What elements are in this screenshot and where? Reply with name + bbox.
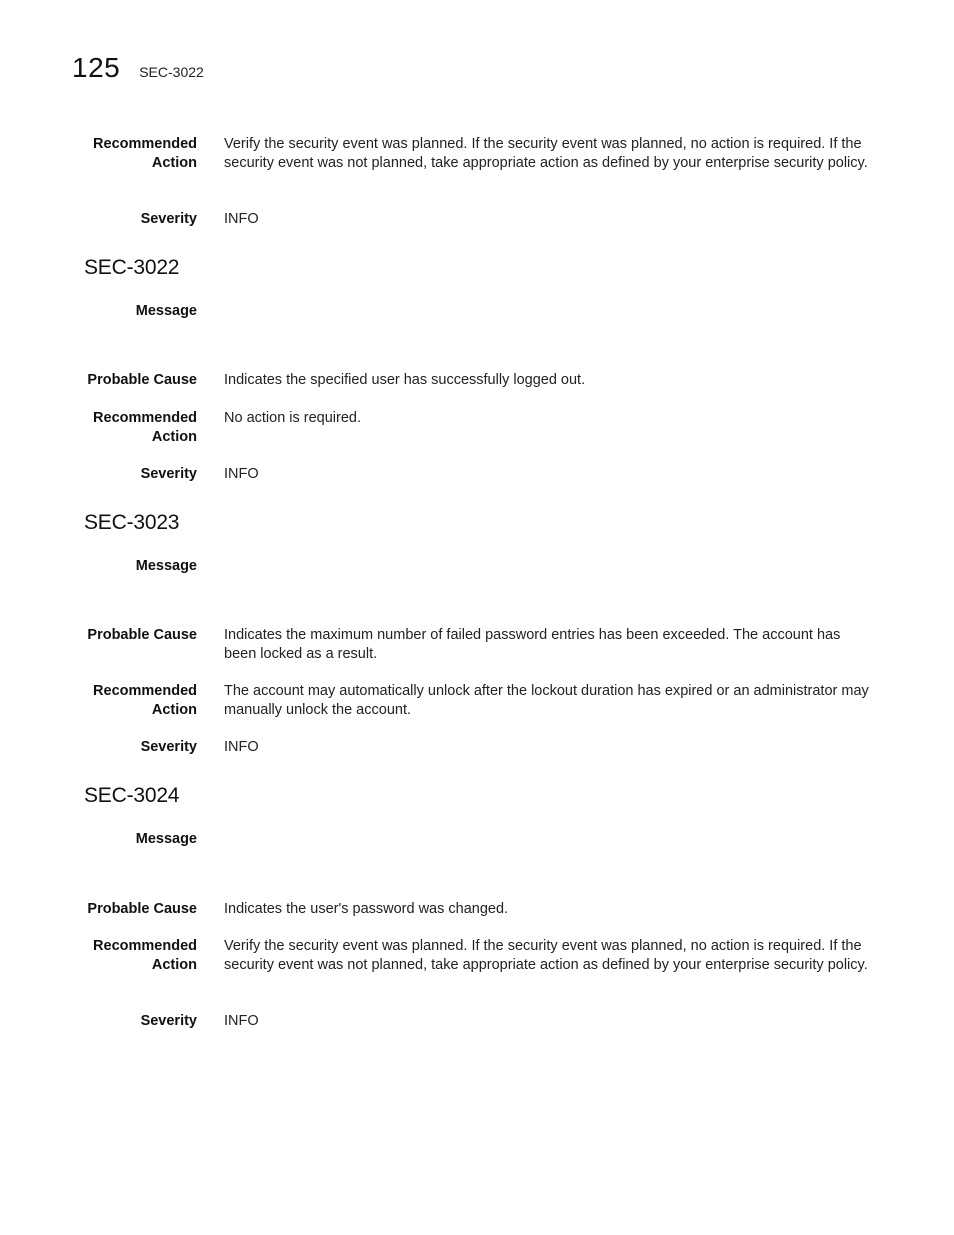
message-label: Message	[135, 558, 197, 574]
severity-label: Severity	[140, 466, 197, 482]
probable-cause-text: Indicates the user's password was changed.	[224, 901, 509, 917]
recommended-action-label: Recommended Action	[93, 410, 197, 445]
probable-cause-text: Indicates the maximum number of failed password entries has been exceeded. The account has been locked as a result.	[224, 627, 841, 662]
page-header	[72, 52, 204, 92]
severity-value: INFO	[224, 1013, 259, 1029]
recommended-action-text: The account may automatically unlock after the lockout duration has expired or an administrator may manually unlock the account.	[224, 683, 869, 718]
recommended-action-label: Recommended Action	[93, 683, 197, 718]
severity-value: INFO	[224, 466, 259, 482]
section-title: SEC-3024	[84, 784, 180, 807]
probable-cause-label: Probable Cause	[87, 627, 197, 643]
severity-value: INFO	[224, 211, 259, 227]
recommended-action-label: Recommended Action	[93, 136, 197, 171]
probable-cause-label: Probable Cause	[87, 901, 197, 917]
page-number: 125	[72, 52, 121, 83]
probable-cause-label: Probable Cause	[87, 372, 197, 388]
severity-label: Severity	[140, 211, 197, 227]
recommended-action-text: No action is required.	[224, 410, 362, 426]
section-title: SEC-3022	[84, 256, 180, 279]
recommended-action-label: Recommended Action	[93, 938, 197, 973]
recommended-action-text: Verify the security event was planned. If the security event was planned, no action is required. If the security event was not planned, take appropriate action as defined by your enterprise security policy.	[224, 136, 868, 171]
severity-value: INFO	[224, 739, 259, 755]
probable-cause-text: Indicates the specified user has successfully logged out.	[224, 372, 586, 388]
recommended-action-text: Verify the security event was planned. If the security event was planned, no action is required. If the security event was not planned, take appropriate action as defined by your enterprise security policy.	[224, 938, 868, 973]
section-title: SEC-3023	[84, 511, 180, 534]
severity-label: Severity	[140, 739, 197, 755]
severity-label: Severity	[140, 1013, 197, 1029]
message-label: Message	[135, 831, 197, 847]
running-head: SEC-3022	[139, 64, 204, 80]
message-label: Message	[135, 303, 197, 319]
